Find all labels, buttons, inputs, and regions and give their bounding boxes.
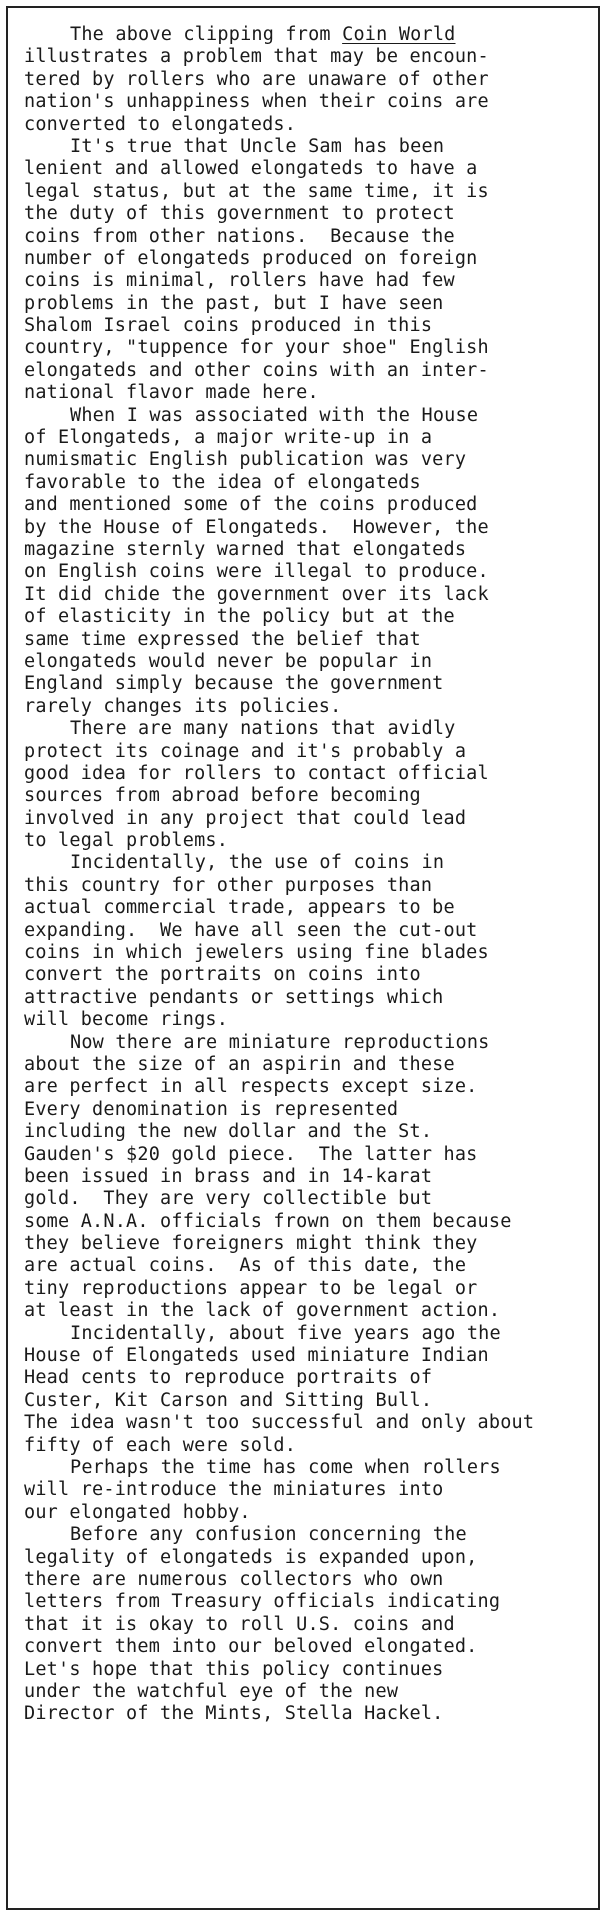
text-line xyxy=(24,1099,594,1121)
text-line xyxy=(24,1188,594,1210)
text-line xyxy=(24,46,594,68)
text-line xyxy=(24,875,594,897)
paragraph xyxy=(24,1524,594,1726)
text-segment: they believe foreigners might think they xyxy=(24,1233,478,1255)
text-line xyxy=(24,315,594,337)
text-segment: Now there are miniature reproductions xyxy=(70,1031,490,1053)
text-line xyxy=(24,1255,594,1277)
text-segment: attractive pendants or settings which xyxy=(24,986,444,1008)
text-segment: Incidentally, the use of coins in xyxy=(70,852,445,874)
text-line xyxy=(24,584,594,606)
text-segment: illustrates a problem that may be encoun- xyxy=(24,46,489,68)
text-segment: Custer, Kit Carson and Sitting Bull. xyxy=(24,1389,433,1411)
text-segment: Let's hope that this policy continues xyxy=(24,1658,444,1680)
text-line xyxy=(24,1457,594,1479)
text-line xyxy=(24,1591,594,1613)
text-segment: by the House of Elongateds. However, the xyxy=(24,516,489,538)
text-segment: this country for other purposes than xyxy=(24,874,433,896)
text-segment: Before any confusion concerning the xyxy=(70,1524,467,1546)
text-line xyxy=(24,1300,594,1322)
text-line xyxy=(24,1502,594,1524)
text-segment: same time expressed the belief that xyxy=(24,628,421,650)
paragraph xyxy=(24,136,594,405)
text-line xyxy=(24,1614,594,1636)
text-segment: protect its coinage and it's probably a xyxy=(24,740,467,762)
text-line xyxy=(24,696,594,718)
text-line xyxy=(24,1435,594,1457)
text-line xyxy=(24,808,594,830)
text-segment: of elasticity in the policy but at the xyxy=(24,606,455,628)
text-line xyxy=(24,427,594,449)
text-line xyxy=(24,629,594,651)
text-segment: of Elongateds, a major write-up in a xyxy=(24,427,433,449)
text-line xyxy=(24,606,594,628)
text-segment: It's true that Uncle Sam has been xyxy=(70,135,445,157)
text-line xyxy=(24,539,594,561)
text-segment: numismatic English publication was very xyxy=(24,449,467,471)
text-line xyxy=(24,472,594,494)
text-segment: including the new dollar and the St. xyxy=(24,1121,433,1143)
text-line xyxy=(24,1367,594,1389)
text-line xyxy=(24,763,594,785)
text-line xyxy=(24,852,594,874)
text-line xyxy=(24,337,594,359)
text-segment: magazine sternly warned that elongateds xyxy=(24,538,467,560)
text-segment: are perfect in all respects except size. xyxy=(24,1076,478,1098)
text-line xyxy=(24,1211,594,1233)
text-segment: It did chide the government over its lack xyxy=(24,583,489,605)
text-line xyxy=(24,1479,594,1501)
text-segment: The above clipping from xyxy=(70,24,343,45)
text-line xyxy=(24,1681,594,1703)
text-line xyxy=(24,942,594,964)
text-line xyxy=(24,203,594,225)
text-segment: expanding. We have all seen the cut-out xyxy=(24,919,478,941)
text-segment: problems in the past, but I have seen xyxy=(24,292,444,314)
text-segment: sources from abroad before becoming xyxy=(24,785,421,807)
text-segment: that it is okay to roll U.S. coins and xyxy=(24,1613,455,1635)
text-line xyxy=(24,1524,594,1546)
text-line xyxy=(24,1009,594,1031)
text-line xyxy=(24,1345,594,1367)
text-line xyxy=(24,1390,594,1412)
text-line xyxy=(24,136,594,158)
paragraph xyxy=(24,1032,594,1323)
text-line xyxy=(24,91,594,113)
text-segment: The idea wasn't too successful and only about xyxy=(24,1412,535,1434)
text-segment: House of Elongateds used miniature Indian xyxy=(24,1345,489,1367)
text-line xyxy=(24,114,594,136)
text-segment: England simply because the government xyxy=(24,673,444,695)
text-line xyxy=(24,1032,594,1054)
text-line xyxy=(24,24,594,46)
text-line xyxy=(24,1054,594,1076)
text-segment: coins from other nations. Because the xyxy=(24,225,455,247)
text-line xyxy=(24,1659,594,1681)
text-line xyxy=(24,293,594,315)
text-segment: will re-introduce the miniatures into xyxy=(24,1479,444,1501)
text-line xyxy=(24,270,594,292)
text-segment: Gauden's $20 gold piece. The latter has xyxy=(24,1143,478,1165)
text-segment: been issued in brass and in 14-karat xyxy=(24,1165,433,1187)
text-segment: number of elongateds produced on foreign xyxy=(24,247,478,269)
text-line xyxy=(24,1233,594,1255)
text-segment: country, "tuppence for your shoe" English xyxy=(24,337,489,359)
text-segment: elongateds and other coins with an inter- xyxy=(24,359,489,381)
text-line xyxy=(24,382,594,404)
text-segment: under the watchful eye of the new xyxy=(24,1680,399,1702)
text-line xyxy=(24,920,594,942)
text-line xyxy=(24,741,594,763)
paragraph xyxy=(24,1457,594,1524)
text-segment: convert the portraits on coins into xyxy=(24,964,421,986)
text-line xyxy=(24,158,594,180)
text-line xyxy=(24,673,594,695)
text-line xyxy=(24,69,594,91)
article-text xyxy=(24,24,594,1726)
text-segment: lenient and allowed elongateds to have a xyxy=(24,158,478,180)
text-segment: Head cents to reproduce portraits of xyxy=(24,1367,433,1389)
text-line xyxy=(24,1144,594,1166)
text-segment: converted to elongateds. xyxy=(24,113,297,135)
text-segment: legality of elongateds is expanded upon, xyxy=(24,1546,478,1568)
text-segment: at least in the lack of government action. xyxy=(24,1300,501,1322)
text-line xyxy=(24,405,594,427)
text-segment: There are many nations that avidly xyxy=(70,718,456,740)
text-segment: When I was associated with the House xyxy=(70,404,479,426)
text-line xyxy=(24,651,594,673)
text-segment: Director of the Mints, Stella Hackel. xyxy=(24,1703,444,1725)
text-segment: will become rings. xyxy=(24,1009,229,1031)
text-segment: about the size of an aspirin and these xyxy=(24,1053,455,1075)
text-segment: legal status, but at the same time, it is xyxy=(24,180,489,202)
text-line xyxy=(24,449,594,471)
paragraph xyxy=(24,405,594,718)
text-line xyxy=(24,1547,594,1569)
text-segment: coins in which jewelers using fine blades xyxy=(24,942,489,964)
text-line xyxy=(24,360,594,382)
text-line xyxy=(24,1703,594,1725)
text-segment: Every denomination is represented xyxy=(24,1098,399,1120)
text-segment: nation's unhappiness when their coins are xyxy=(24,91,489,113)
text-line xyxy=(24,987,594,1009)
text-segment: involved in any project that could lead xyxy=(24,807,467,829)
text-segment: some A.N.A. officials frown on them because xyxy=(24,1210,512,1232)
text-segment: there are numerous collectors who own xyxy=(24,1568,444,1590)
text-line xyxy=(24,830,594,852)
text-line xyxy=(24,785,594,807)
text-segment: convert them into our beloved elongated. xyxy=(24,1636,478,1658)
text-segment: and mentioned some of the coins produced xyxy=(24,494,478,516)
text-line xyxy=(24,248,594,270)
text-segment: Shalom Israel coins produced in this xyxy=(24,315,433,337)
text-line xyxy=(24,1412,594,1434)
paragraph xyxy=(24,852,594,1031)
text-segment: fifty of each were sold. xyxy=(24,1434,297,1456)
text-segment: our elongated hobby. xyxy=(24,1501,251,1523)
text-line xyxy=(24,494,594,516)
text-segment: tiny reproductions appear to be legal or xyxy=(24,1277,478,1299)
text-line xyxy=(24,1076,594,1098)
text-line xyxy=(24,897,594,919)
text-segment: actual commercial trade, appears to be xyxy=(24,897,455,919)
text-segment: Incidentally, about five years ago the xyxy=(70,1322,501,1344)
text-segment: gold. They are very collectible but xyxy=(24,1188,433,1210)
text-segment: tered by rollers who are unaware of other xyxy=(24,68,489,90)
text-line xyxy=(24,517,594,539)
text-line xyxy=(24,561,594,583)
text-segment: Perhaps the time has come when rollers xyxy=(70,1457,501,1478)
paragraph xyxy=(24,24,594,136)
text-segment: the duty of this government to protect xyxy=(24,203,455,225)
text-segment: are actual coins. As of this date, the xyxy=(24,1255,467,1277)
paragraph xyxy=(24,1323,594,1457)
text-segment: elongateds would never be popular in xyxy=(24,650,433,672)
text-line xyxy=(24,226,594,248)
text-segment: letters from Treasury officials indicating xyxy=(24,1591,501,1613)
text-segment: good idea for rollers to contact official xyxy=(24,762,489,784)
text-line xyxy=(24,718,594,740)
text-line xyxy=(24,1323,594,1345)
text-segment: coins is minimal, rollers have had few xyxy=(24,270,455,292)
text-line xyxy=(24,1166,594,1188)
text-segment: rarely changes its policies. xyxy=(24,695,342,717)
text-segment: on English coins were illegal to produce. xyxy=(24,561,489,583)
text-line xyxy=(24,964,594,986)
text-segment: to legal problems. xyxy=(24,830,229,852)
text-line xyxy=(24,1278,594,1300)
text-segment: favorable to the idea of elongateds xyxy=(24,471,421,493)
text-line xyxy=(24,1121,594,1143)
paragraph xyxy=(24,718,594,852)
text-line xyxy=(24,181,594,203)
text-line xyxy=(24,1636,594,1658)
text-line xyxy=(24,1569,594,1591)
text-segment: national flavor made here. xyxy=(24,382,319,404)
publication-title: Coin World xyxy=(342,24,456,45)
